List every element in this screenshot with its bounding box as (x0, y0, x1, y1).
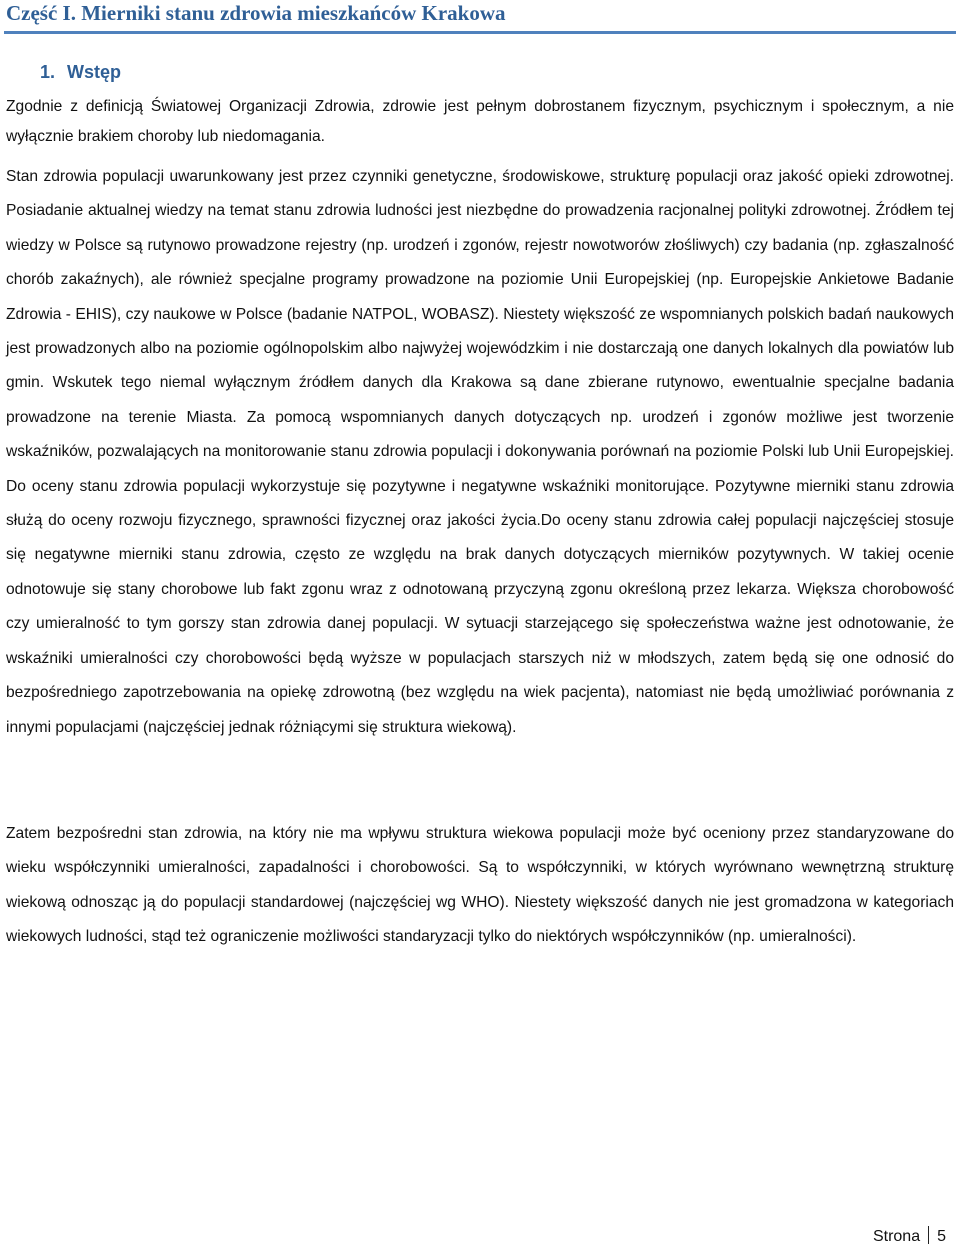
page-title: Część I. Mierniki stanu zdrowia mieszkańców Krakowa (6, 1, 506, 25)
paragraph-health-status: Stan zdrowia populacji uwarunkowany jest przez czynniki genetyczne, środowiskowe, strukturę populacji oraz jakość opieki zdrowotnej. Posiadanie aktualnej wiedzy na temat stanu zdrowia ludności jest niezbędne do prowadzenia racjonalnej polityki zdrowotnej. Źródłem tej wiedzy w Polsce są rutynowo prowadzone rejestry (np. urodzeń i zgonów, rejestr nowotworów złośliwych) czy badania (np. zgłaszalność chorób zakaźnych), ale również specjalne programy prowadzone na poziomie Unii Europejskiej (np. Europejskie Ankietowe Badanie Zdrowia - EHIS), czy naukowe w Polsce (badanie NATPOL, WOBASZ). Niestety większość ze wspomnianych polskich badań naukowych jest prowadzonych albo na poziomie ogólnopolskim albo najwyżej wojewódzkim i nie dostarczają one danych lokalnych dla powiatów lub gmin. Wskutek tego niemal wyłącznym źródłem danych dla Krakowa są dane zbierane rutynowo, ewentualnie specjalne badania prowadzone na terenie Miasta. Za pomocą wspomnianych danych dotyczących np. urodzeń i zgonów możliwe jest tworzenie wskaźników, pozwalających na monitorowanie stanu zdrowia populacji i dokonywania porównań na poziomie Polski lub Unii Europejskiej. Do oceny stanu zdrowia populacji wykorzystuje się pozytywne i negatywne wskaźniki monitorujące. Pozytywne mierniki stanu zdrowia służą do oceny rozwoju fizycznego, sprawności fizycznej oraz jakości życia.Do oceny stanu zdrowia całej populacji najczęściej stosuje się negatywne mierniki stanu zdrowia, często ze względu na brak danych dotyczących mierników pozytywnych. W takiej ocenie odnotowuje się stany chorobowe lub fakt zgonu wraz z odnotowaną przyczyną zgonu określoną przez lekarza. Większa chorobowość czy umieralność to tym gorszy stan zdrowia danej populacji. W sytuacji starzejącego się społeczeństwa ważne jest odnotowanie, że wskaźniki umieralności czy chorobowości będą wyższe w populacjach starszych niż w młodszych, zatem będą się one odnosić do bezpośredniego zapotrzebowania na opiekę zdrowotną (bez względu na wiek pacjenta), natomiast nie będą umożliwiać porównania z innymi populacjami (najczęściej jednak różniącymi się struktura wiekową). (6, 168, 954, 736)
footer-label: Strona (872, 1228, 921, 1245)
paragraph-definition: Zgodnie z definicją Światowej Organizacji Zdrowia, zdrowie jest pełnym dobrostanem fizycznym, psychicznym i społecznym, a nie wyłącznie brakiem choroby lub niedomagania. (6, 98, 954, 145)
paragraph-standardization: Zatem bezpośredni stan zdrowia, na który nie ma wpływu struktura wiekowa populacji może być oceniony przez standaryzowane do wieku współczynniki umieralności, zapadalności i chorobowości. Są to współczynniki, w których wyrównano wewnętrzną strukturę wiekową odnosząc ją do populacji standardowej (najczęściej wg WHO). Niestety większość danych nie jest gromadzona w kategoriach wiekowych ludności, stąd też ograniczenie możliwości standaryzacji tylko do niektórych współczynników (np. umieralności). (6, 825, 954, 946)
section-heading (40, 60, 121, 84)
section-number: 1. (40, 62, 56, 82)
section-title: Wstęp (67, 62, 122, 82)
title-rule (4, 31, 956, 34)
page-number: 5 (937, 1228, 946, 1245)
page-footer (873, 1226, 946, 1248)
footer-separator (928, 1226, 929, 1244)
